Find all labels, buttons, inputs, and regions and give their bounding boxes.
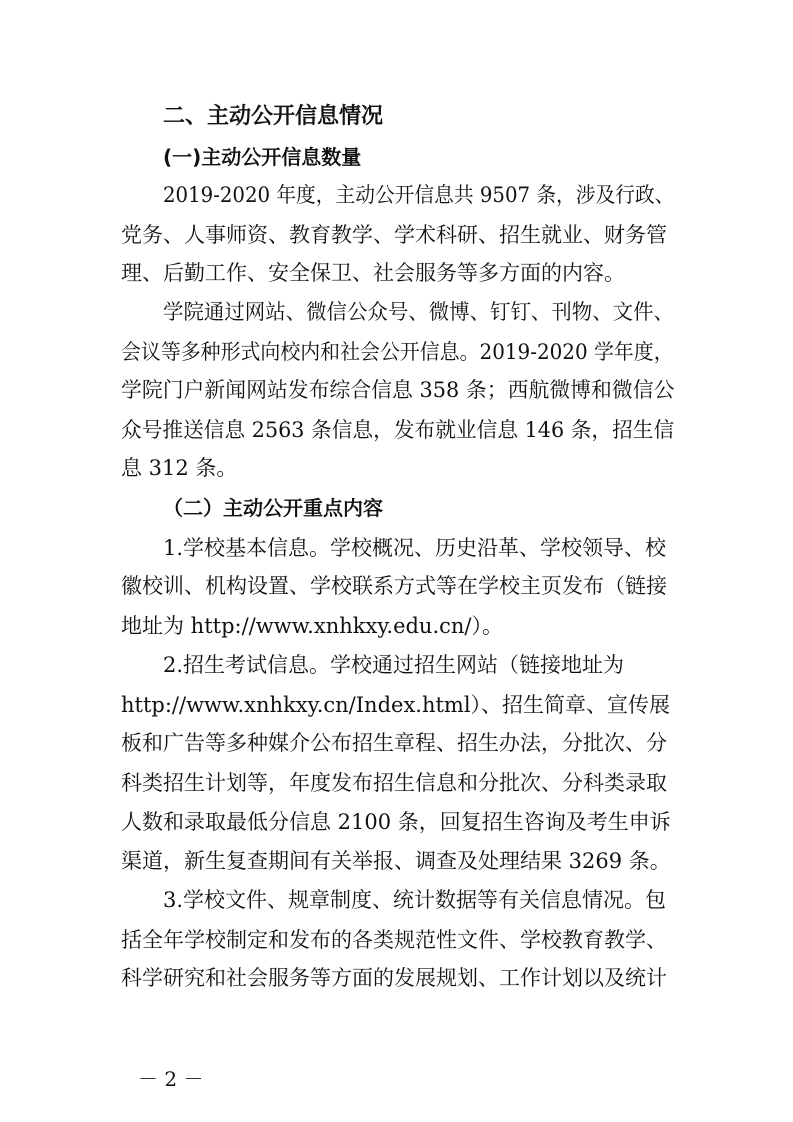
section-title: 二、主动公开信息情况 [163,104,384,129]
body-text-line: 2019-2020 年度，主动公开信息共 9507 条，涉及行政、 [163,183,675,207]
subsection-title-1: (一)主动公开信息数量 [163,145,362,169]
body-text-line: 理、后勤工作、安全保卫、社会服务等多方面的内容。 [121,261,625,285]
body-text-line: 党务、人事师资、教育教学、学术科研、招生就业、财务管 [121,223,667,247]
body-text-line: 学院通过网站、微信公众号、微博、钉钉、刊物、文件、 [163,300,674,324]
body-text-line: 2.招生考试信息。学校通过招生网站（链接地址为 [163,653,625,677]
body-text-line: 学院门户新闻网站发布综合信息 358 条；西航微博和微信公 [121,378,675,402]
body-text-line: 板和广告等多种媒介公布招生章程、招生办法，分批次、分 [121,731,667,755]
body-text-line: 1.学校基本信息。学校概况、历史沿革、学校领导、校 [163,536,667,560]
body-text-line: 渠道，新生复查期间有关举报、调查及处理结果 3269 条。 [121,849,671,873]
body-text-line: 息 312 条。 [121,456,238,480]
body-text-line: 3.学校文件、规章制度、统计数据等有关信息情况。包 [163,888,667,912]
body-text-line: 括全年学校制定和发布的各类规范性文件、学校教育教学、 [121,928,667,952]
page-number: － 2 － [138,1067,204,1091]
body-text-line: 科学研究和社会服务等方面的发展规划、工作计划以及统计 [121,966,667,990]
subsection-title-2: （二）主动公开重点内容 [163,496,383,520]
body-text-line: 人数和录取最低分信息 2100 条，回复招生咨询及考生申诉 [121,810,671,834]
body-text-line: 众号推送信息 2563 条信息，发布就业信息 146 条，招生信 [121,418,675,442]
body-text-line: 会议等多种形式向校内和社会公开信息。2019-2020 学年度， [121,340,674,364]
body-text-line: 科类招生计划等，年度发布招生信息和分批次、分科类录取 [121,771,667,795]
body-text-line: 徽校训、机构设置、学校联系方式等在学校主页发布（链接 [121,574,667,598]
body-text-line: http://www.xnhkxy.cn/Index.html）、招生简章、宣传展 [121,693,671,717]
body-text-line: 地址为 http://www.xnhkxy.edu.cn/）。 [121,614,503,638]
